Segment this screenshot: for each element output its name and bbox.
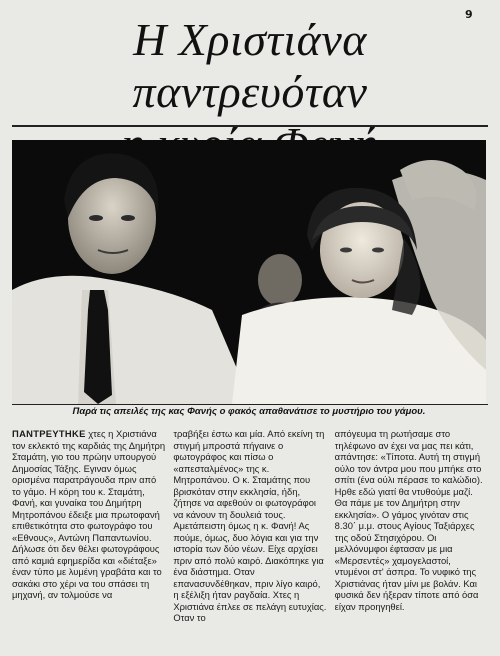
- wedding-photo-illustration: [12, 140, 486, 404]
- article-column-3: [335, 428, 488, 656]
- article-column-3-text: απόγευμα τη ρωτήσαμε στο τηλέφωνο αν έχει να μας πει κάτι, απάντησε: «Τίποτα. Αυτή τη στιγμή ούλο τον άντρα μου που μπήκε στο σπίτι (ένα ούλι πέρασε το καλώδιο). Ηρθε εδώ γιατί θα ντυθούμε μαζί. Θα πάμε με τον Δημήτρη στην εκκλησία». Ο γάμος γινόταν στις 8.30΄ μ.μ. στους Αγίους Ταξιάρχες της οδού Στησιχόρου. Οι μελλόνυμφοι έφτασαν με μια «Μερσεντές» χαμογελαστοί, ντυμένοι στ' άσπρα. Το νυφικό της Χριστιάνας ήταν μίνι με βολάν. Και φυσικά δεν ήξεραν τίποτε από όσα είχαν προηγηθεί.: [334, 428, 483, 612]
- article-column-1-text: χτες η Χριστιάνα τον εκλεκτό της καρδιάς της Δημήτρη Σταμάτη, γιο του πρώην υπουργού Δημοσίας Τάξης. Εγιναν όμως ορισμένα παρατράγουδα πριν από το γάμο. Η κόρη του κ. Σταμάτη, Φανή, και γυναίκα του Δημήτρη Μητροπάνου έδειξε μια πρωτοφανή επιθετικότητα στο φωτογράφο του «Εθνους», Αντώνη Παπαντωνίου. Δήλωσε ότι δεν θέλει φωτογράφους από καμιά εφημερίδα και «διέταξε» έναν τύπο με λυμένη γραβάτα και το σακάκι στο χέρι να του σπάσει τη μηχανή, αν τολμούσε να: [12, 428, 166, 600]
- photo-caption: Παρά τις απειλές της κας Φανής ο φακός απαθανάτισε το μυστήριο του γάμου.: [72, 406, 426, 417]
- article-paragraph-1: [12, 428, 165, 601]
- page-number: 9: [465, 8, 473, 21]
- article-column-2: [173, 428, 326, 656]
- wedding-photo: [12, 140, 486, 404]
- article-body: [12, 428, 488, 656]
- article-column-2-text: τραβήξει έστω και μία. Από εκείνη τη στιγμή μπροστά πήγαινε ο φωτογράφος και πίσω ο «απεσταλμένος» της κ. Μητροπάνου. Ο κ. Σταμάτης που βρισκόταν στην εκκλησία, ήδη, ζήτησε να αφεθούν οι φωτογράφοι να κάνουν τη δουλειά τους. Αμετάπειστη όμως η κ. Φανή! Ας πούμε, όμως, δυο λόγια και για την ιστορία των δύο νέων. Είχε αρχίσει πριν από πολύ καιρό. Διακόπηκε για ένα διάστημα. Οταν επανασυνδέθηκαν, πριν λίγο καιρό, η εξέλιξη ήταν ραγδαία. Χτες η Χριστιάνα έπλεε σε πελάγη ευτυχίας. Οταν το: [173, 428, 327, 623]
- headline-rule: [12, 125, 488, 127]
- article-column-1: [12, 428, 165, 656]
- headline-line-1: Η Χριστιάνα παντρευόταν: [132, 14, 368, 117]
- article-lead-word: ΠΑΝΤΡΕΥΤΗΚΕ: [12, 428, 86, 439]
- photo-rule: [12, 404, 488, 405]
